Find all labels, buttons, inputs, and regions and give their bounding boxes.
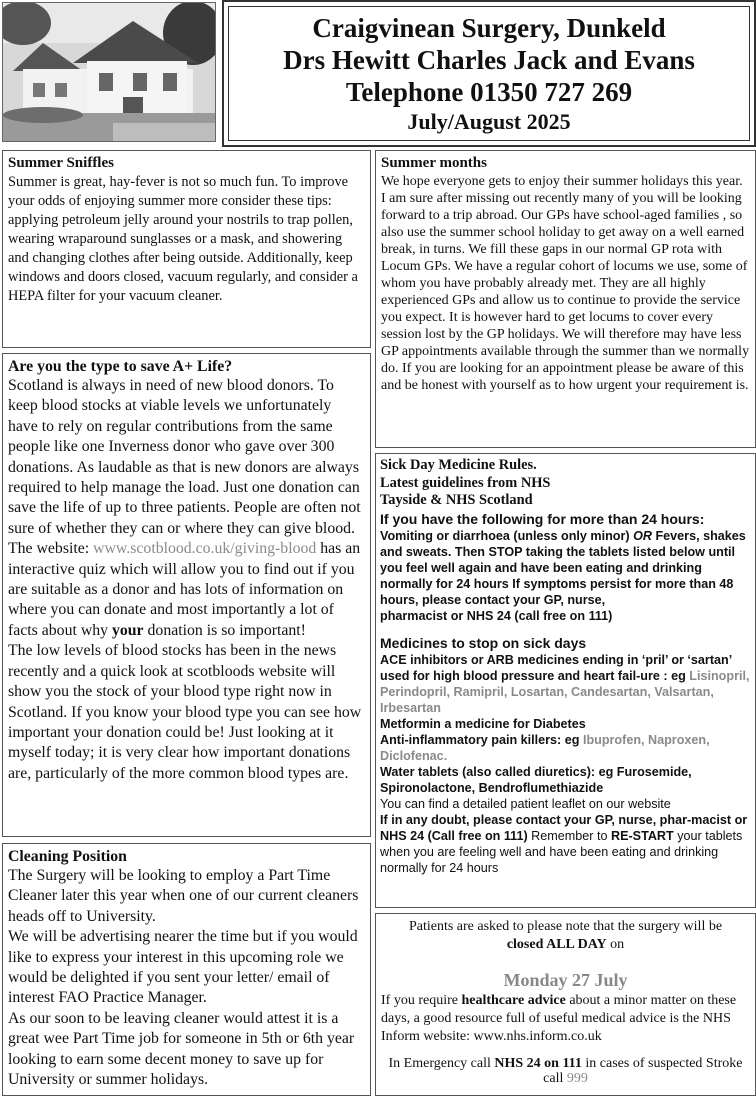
emergency-intro: In Emergency call <box>388 1056 495 1071</box>
emergency-nhs24: NHS 24 on 111 <box>494 1056 582 1071</box>
header-inner-frame <box>228 6 750 141</box>
ace-arb-item <box>380 652 751 716</box>
blood-donation-title: Are you the type to save A+ Life? <box>8 358 233 375</box>
symptoms-or: OR <box>633 528 652 543</box>
newsletter-header <box>222 0 756 147</box>
closed-all-day: closed ALL DAY <box>506 937 607 952</box>
nsaid-text: Anti-inflammatory pain killers: eg <box>380 732 583 747</box>
closure-notice-section <box>375 913 756 1096</box>
cleaning-position-title: Cleaning Position <box>8 848 127 865</box>
doubt-text: If in any doubt, please contact your GP, nurse, phar-macist or NHS 24 (Call free on 111) <box>380 812 748 843</box>
closure-notice-line-1: Patients are asked to please note that the surgery will be <box>408 919 723 934</box>
sick-day-symptoms <box>380 528 751 608</box>
symptoms-fevers: Fevers, shakes and sweats. Then STOP taking the tablets listed below until you feel well again and have been eating and drinking normally for 24 hours If symptoms persist for more than 48 hours, please contact your GP, nurse, <box>380 528 746 607</box>
restart-text: RE-START <box>610 828 674 843</box>
restart-advice <box>380 812 751 876</box>
telephone-number: Telephone 01350 727 269 <box>345 77 633 107</box>
blood-donation-para-2: The low levels of blood stocks has been in the news recently and a quick look at scotbloods website will show you the stock of your blood type right now in Scotland. If you know your blood type you can see how important your donation could be! Just looking at it myself today; it is very clear how important donations are, particularly of the more common blood types are. <box>8 642 362 782</box>
summer-months-section <box>375 150 756 448</box>
summer-sniffles-section <box>2 150 371 348</box>
surgery-photo <box>2 2 216 142</box>
blood-intro-text: Scotland is always in need of new blood donors. To keep blood stocks at viable levels we unfortunately have to rely on regular contributions from the same people like one Inverness donor who gave over 300 donations. As laudable as that is new donors are always required to help manage the load. Just one donation can save the life of up to three patients. People are often not sure of whether they can or where they can give blood. The website: <box>8 377 361 558</box>
scotblood-link[interactable]: www.scotblood.co.uk/giving-blood <box>93 540 317 558</box>
sick-day-title-1: Sick Day Medicine Rules. <box>380 457 537 473</box>
sick-day-if-following: If you have the following for more than 24 hours: <box>380 510 705 527</box>
summer-sniffles-title: Summer Sniffles <box>8 155 114 171</box>
advice-emphasis: healthcare advice <box>461 993 566 1008</box>
blood-your-emphasis: your <box>111 621 144 639</box>
surgery-building-image <box>3 3 215 141</box>
sick-day-title-2: Latest guidelines from NHS <box>380 474 551 491</box>
blood-donation-section <box>2 353 371 837</box>
restart-tail-text: your tablets when you are feeling well and have been eating and drinking normally for 24 hours <box>380 828 743 875</box>
cleaning-para-1: The Surgery will be looking to employ a Part Time Cleaner later this year when one of our current cleaners heads off to University. <box>8 867 359 925</box>
doctors-names: Drs Hewitt Charles Jack and Evans <box>283 45 695 75</box>
blood-quiz-text: has an interactive quiz which will allow you to find out if you are suitable as a donor and has lots of information on where you can donate and most importantly a lot of facts about why <box>8 540 361 639</box>
cleaning-para-2: We will be advertising nearer the time but if you would like to express your interest in this upcoming role we would be delighted if you sent your letter/ email of interest FAO Practice Manager. <box>8 928 358 1007</box>
diuretics-item: Water tablets (also called diuretics): eg Furosemide, Spironolactone, Bendroflumethiazide <box>380 764 692 795</box>
nsaid-examples: Ibuprofen, Naproxen, Diclofenac. <box>380 732 710 763</box>
sick-day-title-3: Tayside & NHS Scotland <box>380 492 533 508</box>
summer-months-body: We hope everyone gets to enjoy their summer holidays this year. I am sure after missing out recently many of you will be looking forward to a trip abroad. Our GPs have school-aged families , so also use the summer school holiday to get away on a well earned break, in turns. We fill these gaps in our normal GP rota with Locum GPs. We have a regular cohort of locums we use, some of whom you have probably already met. They are all highly experienced GPs and allow us to continue to provide the service you expect. It is however hard to get locums to cover every session lost by the GP holidays. We will therefore may have less GP appointments available through the summer than we normally do. If you are looking for an appointment please be aware of this and be honest with yourself as to how urgent your requirement is. <box>381 174 750 393</box>
ace-arb-text: ACE inhibitors or ARB medicines ending in ‘pril’ or ‘sartan’ used for high blood pressure and heart fail-ure : eg <box>380 652 732 683</box>
nsaid-item <box>380 732 751 764</box>
closure-date: Monday 27 July <box>503 970 628 990</box>
medicines-stop-title: Medicines to stop on sick days <box>380 634 587 651</box>
closure-notice-line-2 <box>381 936 750 954</box>
issue-date: July/August 2025 <box>407 109 571 134</box>
advice-tail: about a minor matter on these days, a good resource full of useful medical advice is the NHS Inform website: www.nhs.inform.co.uk <box>381 993 737 1044</box>
emergency-999: 999 <box>566 1071 588 1086</box>
blood-important-text: donation is so important! <box>143 621 306 639</box>
surgery-name: Craigvinean Surgery, Dunkeld <box>312 13 666 43</box>
closed-on: on <box>606 937 625 952</box>
patient-leaflet-note: You can find a detailed patient leaflet on our website <box>380 796 671 811</box>
advice-intro: If you require <box>381 993 462 1008</box>
emergency-note <box>381 1056 750 1086</box>
sick-day-rules-section <box>375 453 756 908</box>
metformin-item: Metformin a medicine for Diabetes <box>380 716 586 731</box>
remember-text: Remember to <box>527 828 611 843</box>
cleaning-para-3: As our soon to be leaving cleaner would attest it is a great wee Part Time job for someone in 5th or 6th year looking to earn some decent money to save up for University or summer holidays. <box>8 1009 355 1089</box>
ace-arb-examples: Lisinopril, Perindopril, Ramipril, Losartan, Candesartan, Valsartan, Irbesartan <box>380 668 750 715</box>
emergency-stroke: in cases of suspected Stroke call <box>543 1056 743 1086</box>
sick-day-contact: pharmacist or NHS 24 (call free on 111) <box>380 608 613 623</box>
summer-months-title: Summer months <box>381 155 487 171</box>
summer-sniffles-body: Summer is great, hay-fever is not so much fun. To improve your odds of enjoying summer more consider these tips: applying petroleum jelly around your nostrils to trap pollen, wearing wraparound sunglasses or a mask, and showering and changing clothes after being outside. Additionally, keep windows and doors closed, vacuum regularly, and consider a HEPA filter for your vacuum cleaner. <box>8 174 358 304</box>
cleaning-position-section <box>2 843 371 1096</box>
blood-donation-para-1 <box>8 376 365 641</box>
healthcare-advice-note <box>381 992 750 1046</box>
symptoms-vomiting: Vomiting or diarrhoea (unless only minor) <box>380 528 634 543</box>
